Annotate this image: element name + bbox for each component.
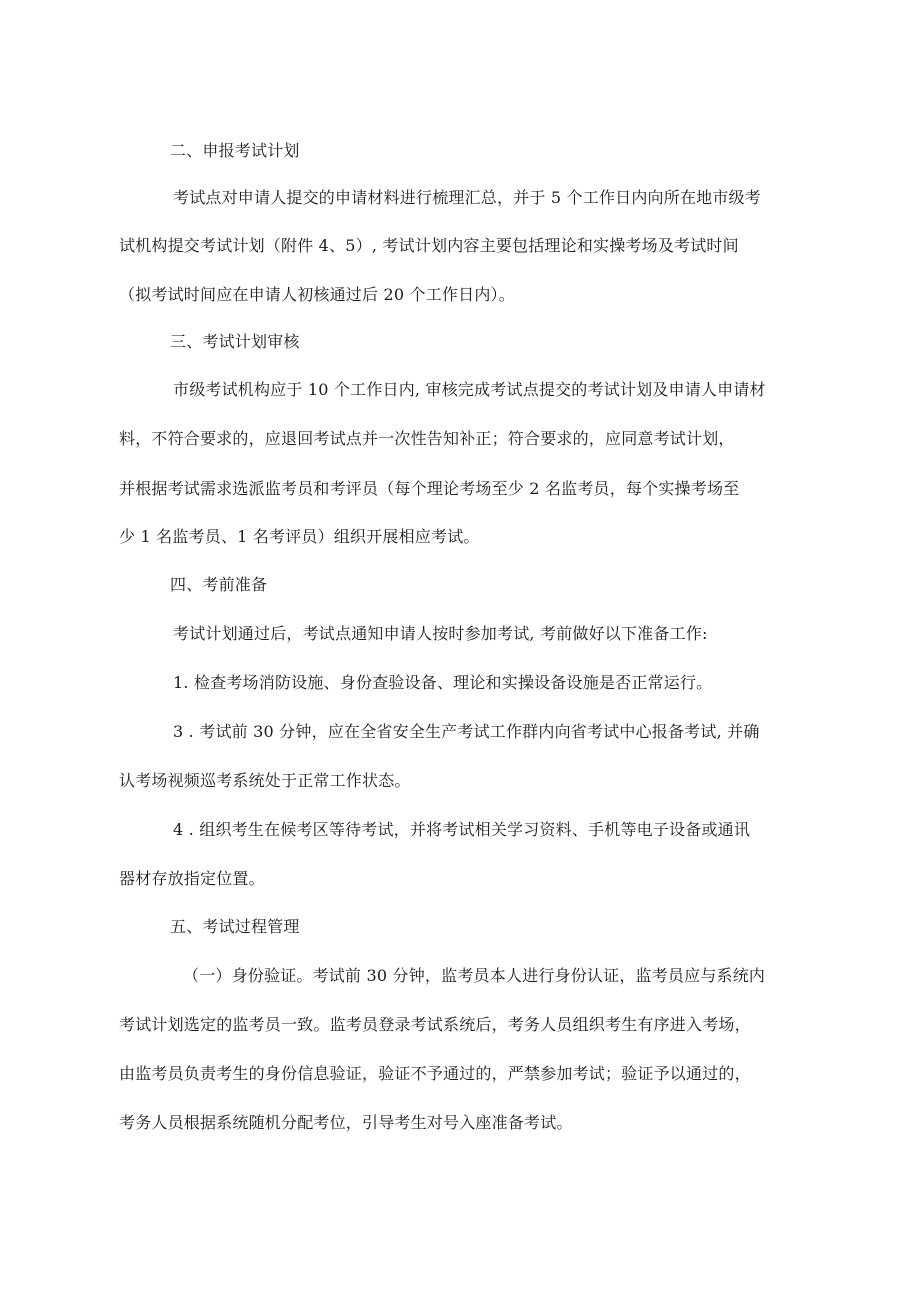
section-heading: 二、申报考试计划 xyxy=(170,141,300,160)
paragraph-line: 少 1 名监考员、1 名考评员）组织开展相应考试。 xyxy=(119,527,480,546)
section-heading: 四、考前准备 xyxy=(170,575,268,594)
paragraph-line: 料，不符合要求的，应退回考试点并一次性告知补正；符合要求的，应同意考试计划， xyxy=(119,429,735,448)
list-item-line: 认考场视频巡考系统处于正常工作状态。 xyxy=(119,771,411,790)
paragraph-line: 由监考员负责考生的身份信息验证，验证不予通过的，严禁参加考试；验证予以通过的， xyxy=(119,1064,751,1083)
paragraph-line: 市级考试机构应于 10 个工作日内, 审核完成考试点提交的考试计划及申请人申请材 xyxy=(173,380,766,399)
paragraph-line: （一）身份验证。考试前 30 分钟，监考员本人进行身份认证，监考员应与系统内 xyxy=(183,966,766,985)
list-item-line: 3 . 考试前 30 分钟，应在全省安全生产考试工作群内向省考试中心报备考试, 并确 xyxy=(173,722,760,741)
section-heading: 五、考试过程管理 xyxy=(170,917,300,936)
list-item-line: 器材存放指定位置。 xyxy=(119,869,265,888)
paragraph-line: 考务人员根据系统随机分配考位，引导考生对号入座准备考试。 xyxy=(119,1113,573,1132)
paragraph-line: （拟考试时间应在申请人初核通过后 20 个工作日内）。 xyxy=(119,285,515,304)
paragraph-line: 考试计划通过后，考试点通知申请人按时参加考试, 考前做好以下准备工作: xyxy=(173,624,708,643)
paragraph-line: 考试点对申请人提交的申请材料进行梳理汇总，并于 5 个工作日内向所在地市级考 xyxy=(173,188,761,207)
section-heading: 三、考试计划审核 xyxy=(170,332,300,351)
paragraph-line: 试机构提交考试计划（附件 4、5）, 考试计划内容主要包括理论和实操考场及考试时间 xyxy=(119,236,739,255)
paragraph-line: 考试计划选定的监考员一致。监考员登录考试系统后，考务人员组织考生有序进入考场， xyxy=(119,1015,751,1034)
list-item-line: 1. 检查考场消防设施、身份查验设备、理论和实操设备设施是否正常运行。 xyxy=(173,673,713,692)
list-item-line: 4 . 组织考生在候考区等待考试，并将考试相关学习资料、手机等电子设备或通讯 xyxy=(173,820,751,839)
paragraph-line: 并根据考试需求选派监考员和考评员（每个理论考场至少 2 名监考员，每个实操考场至 xyxy=(119,479,740,498)
